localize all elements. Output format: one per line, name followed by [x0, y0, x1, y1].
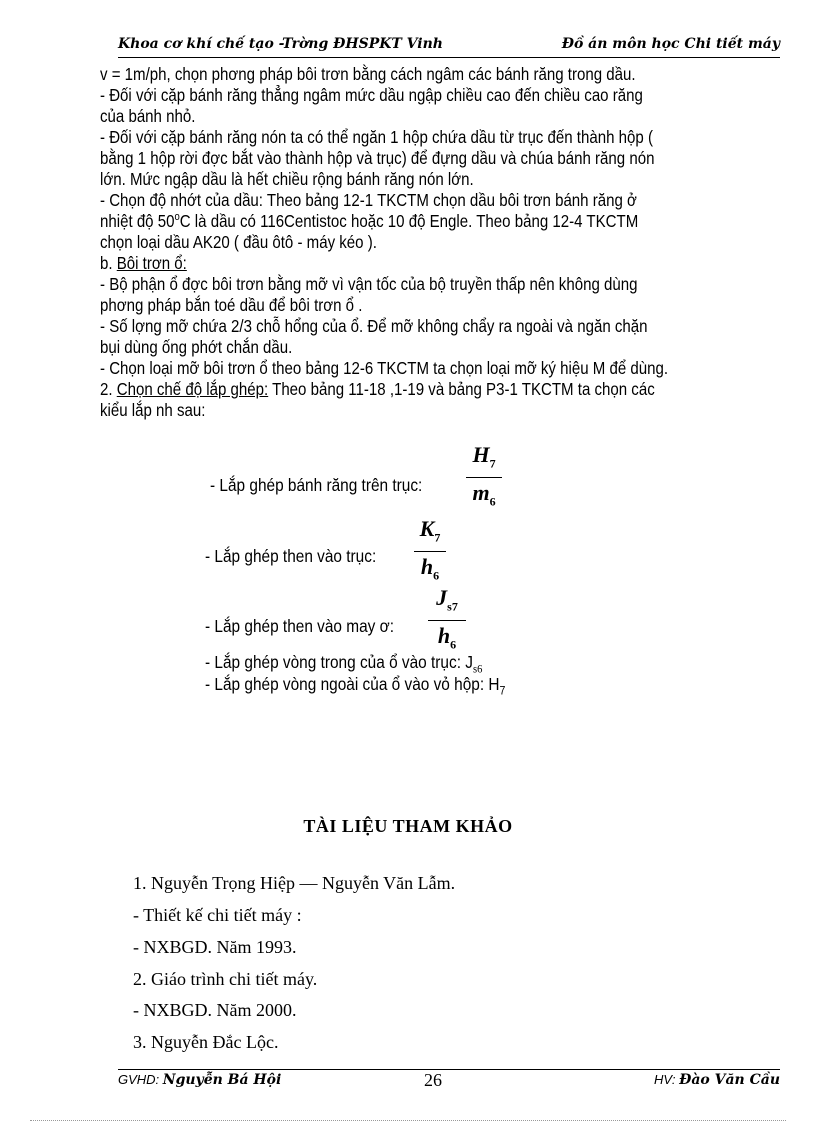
fraction-bar: [466, 477, 502, 478]
body-line: bụi dùng ống phớt chắn dầu.: [100, 337, 293, 357]
reference-item: 2. Giáo trình chi tiết máy.: [133, 969, 318, 989]
fit-subscript: 7: [499, 683, 506, 698]
fit-outer-ring-label: [205, 674, 505, 698]
reference-item: 3. Nguyễn Đắc Lộc.: [133, 1032, 279, 1052]
numerator-letter: J: [436, 585, 448, 610]
reference-item: 1. Nguyễn Trọng Hiệp — Nguyễn Văn Lẫm.: [133, 873, 456, 893]
denominator-subscript: 6: [450, 637, 457, 652]
fraction-numerator: [428, 586, 466, 618]
header-project-title: Đồ án môn học Chi tiết máy: [561, 36, 780, 52]
numerator-subscript: 7: [434, 530, 441, 545]
denominator-subscript: 6: [433, 568, 440, 583]
section-number: 2.: [100, 379, 117, 399]
fit-key-shaft-label: - Lắp ghép then vào trục:: [205, 546, 377, 566]
body-line: kiểu lắp nh sau:: [100, 400, 206, 420]
body-line: [100, 211, 788, 232]
fraction-bar: [428, 620, 466, 621]
fit-inner-ring-label: [205, 652, 482, 677]
page-footer: [118, 1072, 780, 1094]
body-text-span: C là dầu có 116Centistoc hoặc 10 độ Engle. Theo bảng 12-4 TKCTM: [179, 211, 639, 231]
page-number: 26: [424, 1070, 442, 1090]
degree-sign: o: [174, 211, 180, 224]
section-number: b.: [100, 253, 117, 273]
advisor-name: Nguyễn Bá Hội: [162, 1072, 282, 1088]
footer-rule: [118, 1069, 780, 1070]
numerator-subscript: 7: [489, 456, 496, 471]
section-heading-2: [100, 379, 788, 400]
body-line: - Đối với cặp bánh răng nón ta có thể ngăn 1 hộp chứa dầu từ trục đến thành hộp (: [100, 127, 653, 147]
reference-item: - NXBGD. Năm 1993.: [133, 937, 297, 957]
section-title: Bôi trơn ổ:: [116, 253, 187, 273]
footer-advisor: [118, 1072, 281, 1088]
denominator-letter: m: [472, 480, 490, 506]
page-edge-dotted-line: [30, 1120, 786, 1121]
references-title: TÀI LIỆU THAM KHẢO: [303, 816, 513, 836]
body-line: - Bộ phận ổ đợc bôi trơn bằng mỡ vì vận tốc của bộ truyền thấp nên không dùng: [100, 274, 638, 294]
denominator-letter: h: [437, 623, 451, 649]
section-heading-b: [100, 253, 788, 274]
footer-student: [654, 1072, 780, 1088]
body-line: - Chọn loại mỡ bôi trơn ổ theo bảng 12-6 TKCTM ta chọn loại mỡ ký hiệu M để dùng.: [100, 358, 669, 378]
body-line: - Đối với cặp bánh răng thẳng ngâm mức dầu ngập chiều cao đến chiều cao răng: [100, 85, 643, 105]
fraction-bar: [414, 551, 446, 552]
numerator-letter: K: [419, 516, 435, 541]
fit-key-hub-fraction: [428, 586, 466, 657]
fit-key-hub-label: - Lắp ghép then vào may ơ:: [205, 616, 395, 636]
reference-item: - Thiết kế chi tiết máy :: [133, 905, 302, 925]
body-line: - Số lợng mỡ chứa 2/3 chỗ hổng của ổ. Để mỡ không chẩy ra ngoài và ngăn chặn: [100, 316, 648, 336]
body-line: v = 1m/ph, chọn phơng pháp bôi trơn bằng cách ngâm các bánh răng trong dầu.: [100, 64, 636, 84]
denominator-subscript: 6: [489, 494, 496, 509]
body-line: phơng pháp bắn toé dầu để bôi trơn ổ .: [100, 295, 363, 315]
body-text-span: Theo bảng 11-18 ,1-19 và bảng P3-1 TKCTM ta chọn các: [268, 379, 655, 399]
reference-item: - NXBGD. Năm 2000.: [133, 1000, 297, 1020]
fit-key-shaft-fraction: [414, 517, 446, 588]
body-line: bằng 1 hộp rời đợc bắt vào thành hộp và trục) để đựng dầu và chúa bánh răng nón: [100, 148, 655, 168]
student-label: HV:: [654, 1072, 680, 1087]
fraction-denominator: [466, 481, 502, 513]
student-name: Đào Văn Cầu: [679, 1072, 780, 1088]
numerator-subscript: s7: [447, 599, 458, 614]
body-line: của bánh nhỏ.: [100, 106, 196, 126]
body-line: - Chọn độ nhớt của dầu: Theo bảng 12-1 TKCTM chọn dầu bôi trơn bánh răng ở: [100, 190, 637, 210]
fraction-numerator: [466, 443, 502, 475]
body-text-span: nhiệt độ 50: [100, 211, 175, 231]
section-title: Chọn chế độ lắp ghép:: [116, 379, 269, 399]
fit-gear-shaft-fraction: [466, 443, 502, 514]
body-line: chọn loại dầu AK20 ( đầu ôtô - máy kéo ).: [100, 232, 377, 252]
page-header: [118, 36, 780, 58]
body-line: lớn. Mức ngập dầu là hết chiều rộng bánh răng nón lớn.: [100, 169, 474, 189]
fit-gear-shaft-label: - Lắp ghép bánh răng trên trục:: [210, 475, 423, 495]
header-rule: [118, 57, 780, 58]
header-faculty: Khoa cơ khí chế tạo -Trờng ĐHSPKT Vinh: [118, 36, 443, 52]
denominator-letter: h: [420, 554, 434, 580]
fit-text: - Lắp ghép vòng ngoài của ổ vào vỏ hộp: H: [205, 674, 500, 694]
body-text: [100, 64, 788, 421]
fraction-numerator: [414, 517, 446, 549]
fit-subscript: s6: [472, 661, 483, 676]
numerator-letter: H: [472, 442, 490, 467]
fit-text: - Lắp ghép vòng trong của ổ vào trục: J: [205, 652, 473, 672]
advisor-label: GVHD:: [118, 1072, 163, 1087]
fraction-denominator: [414, 555, 446, 587]
